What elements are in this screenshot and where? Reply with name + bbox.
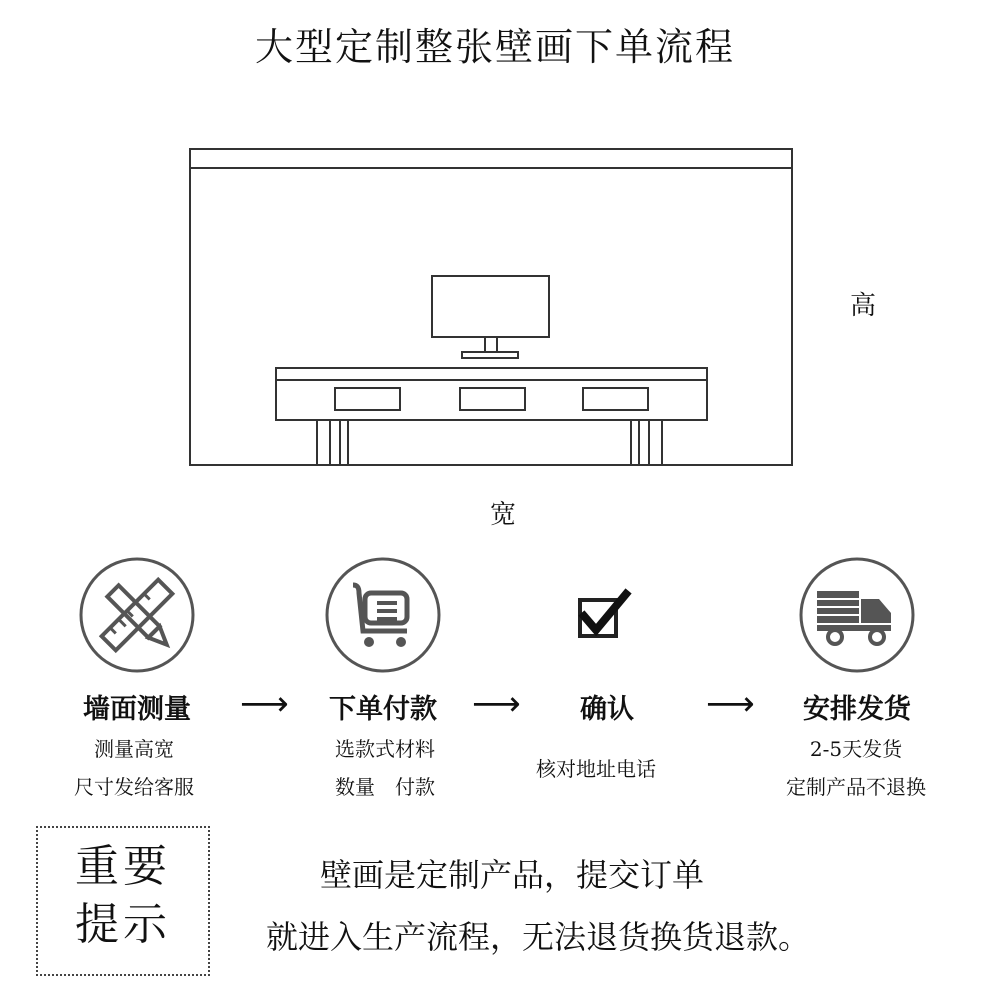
arrow-icon: ⟶: [240, 684, 289, 724]
notice-text-line-2: 就进入生产流程，无法退货换货退款。: [266, 918, 811, 956]
shopping-cart-icon: [327, 559, 439, 671]
desc-line: 选款式材料: [335, 737, 435, 761]
step-4-desc: [736, 730, 976, 806]
step-3-desc: [476, 750, 716, 788]
step-icons: [0, 550, 990, 680]
checkbox-icon: [580, 594, 626, 636]
ruler-pencil-icon: [81, 559, 193, 671]
delivery-truck-icon: [801, 559, 913, 671]
step-2-desc: [265, 730, 505, 806]
desc-line: 尺寸发给客服: [74, 775, 194, 799]
step-3-title: 确认: [580, 694, 634, 725]
page-title: 大型定制整张壁画下单流程: [254, 25, 735, 69]
cabinet-drawer-1: [335, 388, 400, 410]
notice-label-line: 重要: [75, 841, 171, 892]
step-1-title: 墙面测量: [83, 694, 191, 725]
step-2-title: 下单付款: [329, 694, 437, 725]
desc-line: 数量 付款: [335, 775, 435, 799]
tv-stand: [462, 352, 518, 358]
height-label: 高: [850, 291, 877, 321]
step-4-title: 安排发货: [803, 694, 911, 725]
notice-label: [36, 838, 210, 954]
desc-line: 定制产品不退换: [786, 775, 926, 799]
desc-line: 2-5天发货: [809, 737, 903, 761]
cabinet-drawer-3: [583, 388, 648, 410]
cabinet-drawer-2: [460, 388, 525, 410]
notice-label-line: 提示: [75, 899, 171, 950]
step-1-desc: [14, 730, 254, 806]
tv-screen: [432, 276, 549, 337]
desc-line: 核对地址电话: [536, 757, 656, 781]
desc-line: 测量高宽: [94, 737, 174, 761]
tv-cabinet: [276, 368, 707, 420]
width-label: 宽: [490, 500, 517, 530]
notice-text-line-1: 壁画是定制产品，提交订单: [320, 856, 705, 894]
arrow-icon: ⟶: [472, 684, 521, 724]
arrow-icon: ⟶: [706, 684, 755, 724]
wall-outline: [190, 149, 792, 465]
